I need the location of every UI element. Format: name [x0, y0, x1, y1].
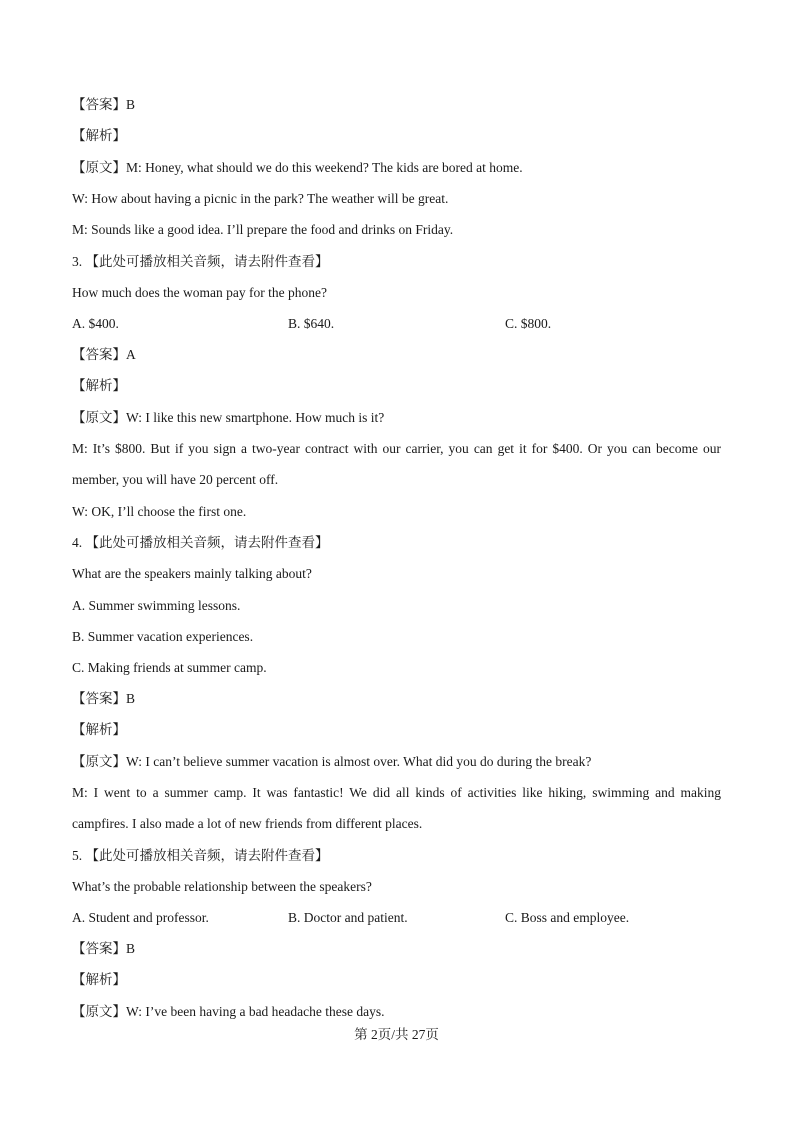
q3-answer: 【答案】A — [72, 347, 136, 362]
q2-answer: 【答案】B — [72, 97, 136, 112]
q4-script-line: M: I went to a summer camp. It was fantastic! We did all kinds of activities like hiking, swimming and making — [72, 785, 721, 800]
q5-option-c: C. Boss and employee. — [505, 910, 630, 925]
q3-header: 3. 【此处可播放相关音频，请去附件查看】 — [72, 254, 329, 269]
q5-option-a: A. Student and professor. — [72, 910, 209, 925]
q3-script-line: member, you will have 20 percent off. — [72, 472, 279, 487]
page-number: 第 2页/共 27页 — [354, 1027, 439, 1042]
q3-analysis-label: 【解析】 — [72, 378, 126, 393]
q4-analysis-label: 【解析】 — [72, 722, 126, 737]
q4-question: What are the speakers mainly talking about? — [72, 566, 312, 581]
q3-script-line: W: OK, I’ll choose the first one. — [72, 504, 247, 519]
q2-script-line: W: How about having a picnic in the park? The weather will be great. — [72, 191, 449, 206]
q4-option-a: A. Summer swimming lessons. — [72, 598, 241, 613]
q2-script-line: M: Sounds like a good idea. I’ll prepare the food and drinks on Friday. — [72, 222, 454, 237]
q4-answer: 【答案】B — [72, 691, 136, 706]
q5-option-b: B. Doctor and patient. — [288, 910, 408, 925]
q2-script-line: 【原文】M: Honey, what should we do this weekend? The kids are bored at home. — [72, 160, 523, 175]
q5-analysis-label: 【解析】 — [72, 972, 126, 987]
q5-answer: 【答案】B — [72, 941, 136, 956]
q5-question: What’s the probable relationship between the speakers? — [72, 879, 372, 894]
q3-option-c: C. $800. — [505, 316, 552, 331]
q4-script-line: 【原文】W: I can’t believe summer vacation is almost over. What did you do during the break? — [72, 754, 592, 769]
q5-script-line: 【原文】W: I’ve been having a bad headache these days. — [72, 1004, 385, 1019]
q2-analysis-label: 【解析】 — [72, 128, 126, 143]
q4-header: 4. 【此处可播放相关音频，请去附件查看】 — [72, 535, 329, 550]
q3-option-a: A. $400. — [72, 316, 119, 331]
q4-option-b: B. Summer vacation experiences. — [72, 629, 254, 644]
q3-script-line: M: It’s $800. But if you sign a two-year contract with our carrier, you can get it for $400. Or you can become our — [72, 441, 721, 456]
q4-option-c: C. Making friends at summer camp. — [72, 660, 267, 675]
q3-script-line: 【原文】W: I like this new smartphone. How much is it? — [72, 410, 385, 425]
q5-header: 5. 【此处可播放相关音频，请去附件查看】 — [72, 848, 329, 863]
q3-question: How much does the woman pay for the phone? — [72, 285, 327, 300]
q4-script-line: campfires. I also made a lot of new friends from different places. — [72, 816, 423, 831]
q3-option-b: B. $640. — [288, 316, 335, 331]
